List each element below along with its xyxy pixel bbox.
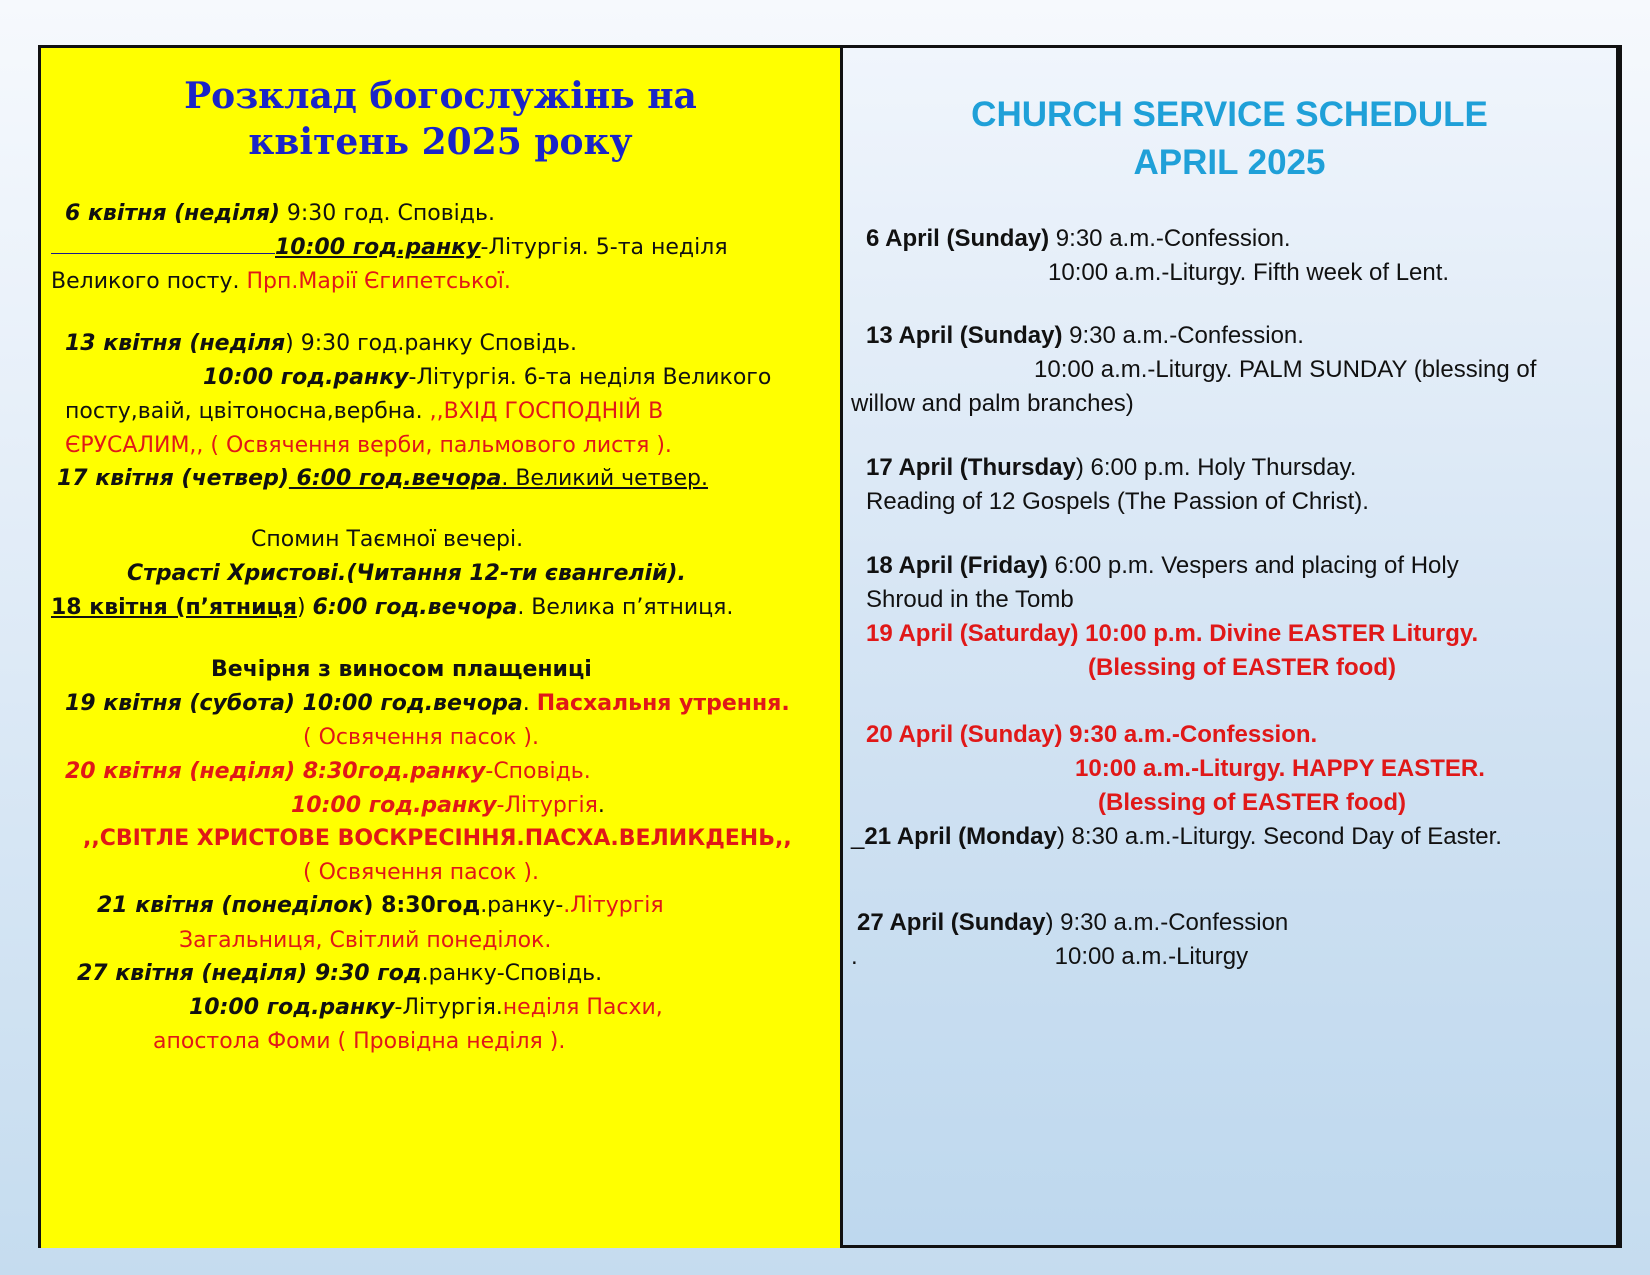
en-line-apr20: 20 April (Sunday) 9:30 a.m.-Confession. [866,721,1318,748]
uk-line-apr13-liturgy: 10:00 год.ранку-Літургія. 6-та неділя Великого [203,365,772,390]
uk-line-apr6: 6 квітня (неділя) 9:30 год. Сповідь. [65,201,495,226]
en-line-apr20-blessing: (Blessing of EASTER food) [1098,789,1406,816]
en-line-apr6: 6 April (Sunday) 9:30 a.m.-Confession. [866,225,1291,252]
uk-line-apr13-jerusalem: ЄРУСАЛИМ,, ( Освячення верби, пальмового листя ). [65,433,672,458]
uk-line-apr20-liturgy: 10:00 год.ранку-Літургія. [291,793,605,818]
en-line-apr18-shroud: Shroud in the Tomb [866,586,1074,613]
en-line-apr19: 19 April (Saturday) 10:00 p.m. Divine EASTER Liturgy. [866,620,1479,647]
uk-line-passion: Страсті Христові.(Читання 12-ти євангелій). [127,561,686,586]
uk-line-apr21-bright-monday: Загальниця, Світлий понеділок. [179,928,552,953]
uk-title-line1: Розклад богослужінь на [184,75,697,117]
en-line-apr13: 13 April (Sunday) 9:30 a.m.-Confession. [866,322,1304,349]
en-line-apr13-willow: willow and palm branches) [851,390,1134,417]
uk-title-line2: квітень 2025 року [248,121,633,163]
uk-line-apr6-liturgy: 10:00 год.ранку-Літургія. 5-та неділя [51,233,728,263]
panel-bottom-border [843,1245,1619,1248]
en-line-apr17: 17 April (Thursday) 6:00 p.m. Holy Thursday. [866,454,1357,481]
english-panel [843,48,1619,1248]
en-line-apr18: 18 April (Friday) 6:00 p.m. Vespers and placing of Holy [866,552,1459,579]
uk-line-apr6-lent: Великого посту. Прп.Марії Єгипетської. [51,269,511,294]
uk-line-apr27: 27 квітня (неділя) 9:30 год.ранку-Сповідь. [77,961,603,986]
en-line-apr6-liturgy: 10:00 a.m.-Liturgy. Fifth week of Lent. [1048,259,1450,286]
en-line-apr13-liturgy: 10:00 a.m.-Liturgy. PALM SUNDAY (blessing of [1034,356,1537,383]
uk-line-apr20-blessing: ( Освячення пасок ). [303,860,539,885]
uk-line-apr18: 18 квітня (п’ятниця) 6:00 год.вечора. Велика п’ятниця. [51,595,734,620]
schedule-frame [38,45,1622,1248]
en-line-apr19-blessing: (Blessing of EASTER food) [1088,654,1396,681]
uk-line-apr13: 13 квітня (неділя) 9:30 год.ранку Сповідь. [65,331,577,356]
uk-line-apr20: 20 квітня (неділя) 8:30год.ранку-Сповідь. [65,759,591,784]
uk-line-vespers: Вечірня з виносом плащениці [211,657,592,682]
en-line-apr20-liturgy: 10:00 a.m.-Liturgy. HAPPY EASTER. [1075,755,1485,782]
uk-line-apr19: 19 квітня (субота) 10:00 год.вечора. Пасхальня утрення. [65,691,790,716]
uk-line-apr17: 17 квітня (четвер) 6:00 год.вечора. Великий четвер. [57,466,708,491]
en-line-apr27: 27 April (Sunday) 9:30 a.m.-Confession [857,909,1289,936]
uk-line-resurrection: ,,СВІТЛЕ ХРИСТОВЕ ВОСКРЕСІННЯ.ПАСХА.ВЕЛИКДЕНЬ,, [83,826,792,851]
en-line-apr17-gospels: Reading of 12 Gospels (The Passion of Christ). [866,488,1369,515]
en-line-apr21: _21 April (Monday) 8:30 a.m.-Liturgy. Second Day of Easter. [851,823,1502,850]
en-title-line2: APRIL 2025 [1133,143,1326,182]
uk-line-apr27-thomas: апостола Фоми ( Провідна неділя ). [153,1029,566,1054]
uk-line-apr27-liturgy: 10:00 год.ранку-Літургія.неділя Пасхи, [189,995,663,1020]
ukrainian-panel [41,48,843,1248]
uk-line-apr21: 21 квітня (понеділок) 8:30год.ранку-.Літургія [97,893,664,918]
en-line-apr27-liturgy: . 10:00 a.m.-Liturgy [851,943,1249,970]
en-title-line1: CHURCH SERVICE SCHEDULE [971,95,1488,134]
underline-rule [51,252,275,254]
uk-line-apr13-palm: посту,ваій, цвітоносна,вербна. ,,ВХІД ГОСПОДНІЙ В [65,399,664,424]
uk-line-apr19-blessing: ( Освячення пасок ). [303,725,539,750]
uk-line-last-supper: Спомин Таємної вечері. [251,527,524,552]
